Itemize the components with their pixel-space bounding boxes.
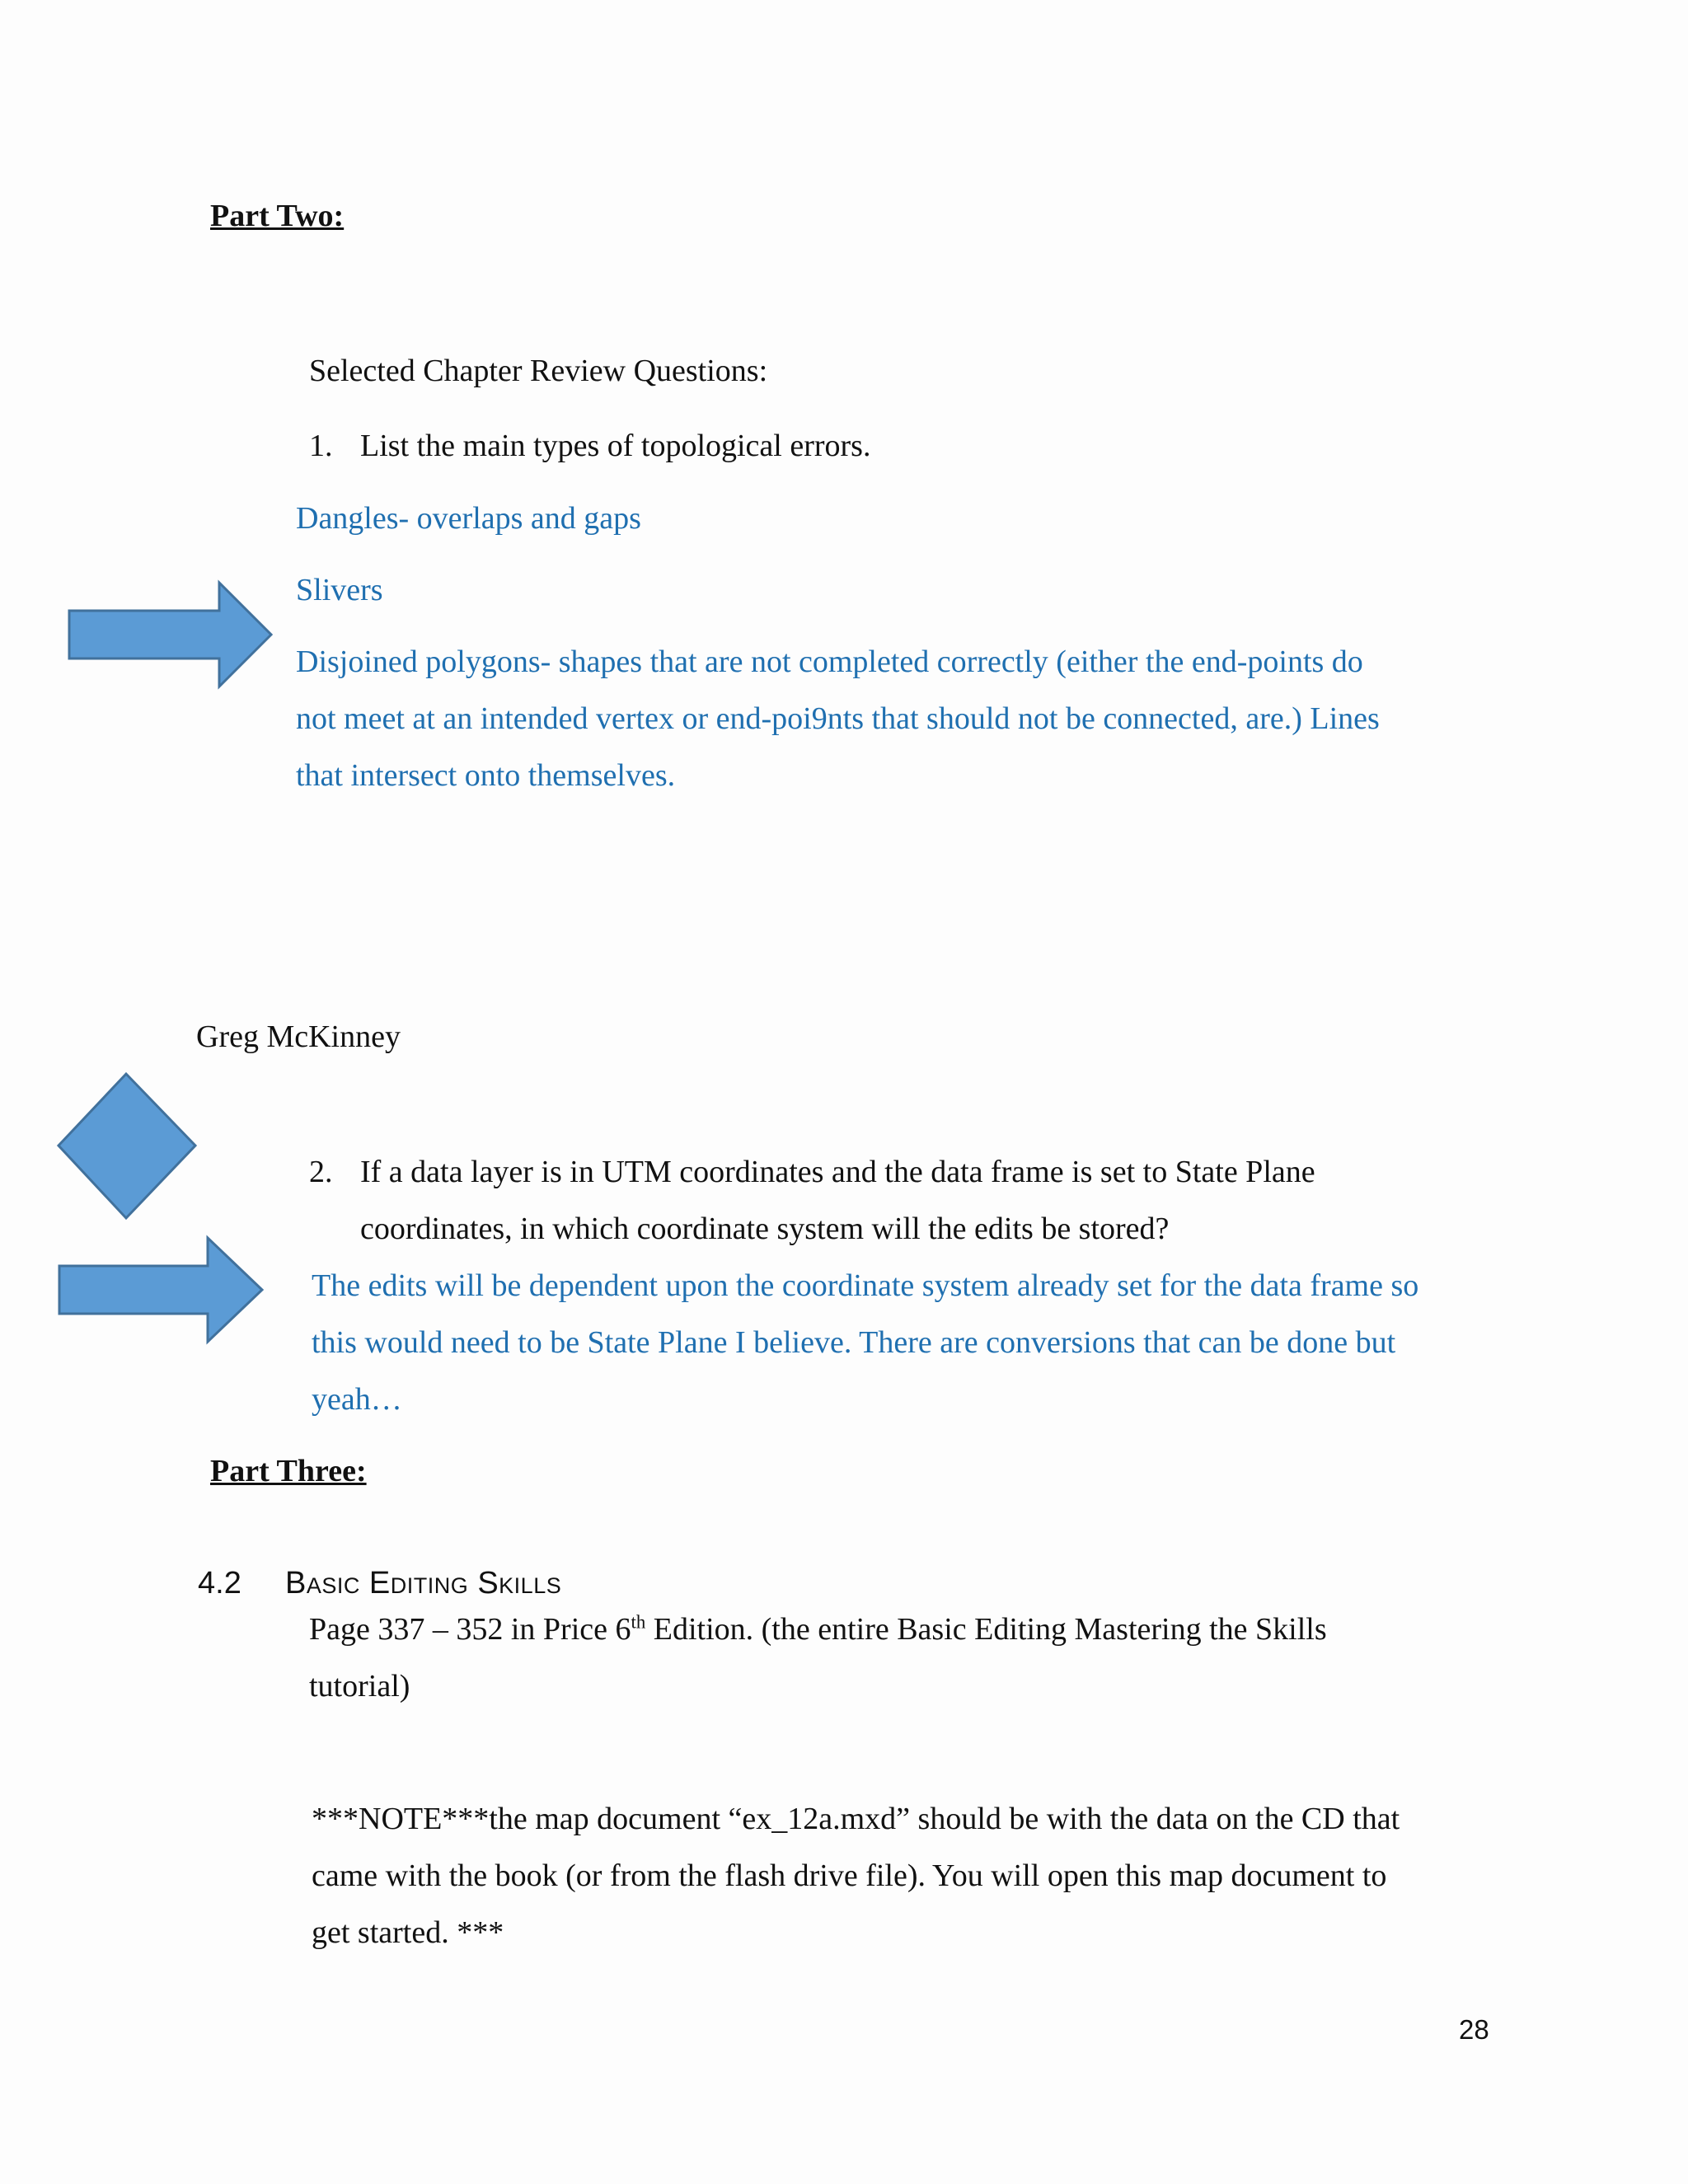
question-number: 2. [309, 1155, 333, 1189]
part-three-heading: Part Three: [210, 1454, 367, 1488]
note-line: came with the book (or from the flash drive file). You will open this map document to [312, 1858, 1387, 1893]
answer-2-line: The edits will be dependent upon the coordinate system already set for the data frame so [312, 1268, 1419, 1303]
page-reference-continued: tutorial) [309, 1669, 410, 1704]
part-two-heading: Part Two: [210, 199, 345, 233]
superscript: th [631, 1611, 646, 1633]
question-number: 1. [309, 429, 333, 463]
page-reference-text: Edition. (the entire Basic Editing Mastering the Skills [645, 1612, 1327, 1647]
question-text: If a data layer is in UTM coordinates and the data frame is set to State Plane [360, 1155, 1315, 1189]
answer-2-line: this would need to be State Plane I believe. There are conversions that can be done but [312, 1325, 1396, 1360]
page-reference [309, 1611, 1327, 1647]
answer-1-line: that intersect onto themselves. [296, 758, 676, 793]
page-reference-text: Page 337 – 352 in Price 6 [309, 1612, 631, 1647]
right-arrow-icon [68, 581, 273, 688]
answer-1-line: not meet at an intended vertex or end-poi9nts that should not be connected, are.) Lines [296, 701, 1380, 736]
question-1 [309, 428, 870, 464]
question-2-continued: coordinates, in which coordinate system will the edits be stored? [360, 1212, 1170, 1246]
answer-1-line: Disjoined polygons- shapes that are not completed correctly (either the end-points do [296, 644, 1363, 679]
answer-1-line: Slivers [296, 573, 383, 607]
author-name: Greg McKinney [196, 1019, 401, 1054]
right-arrow-icon [59, 1236, 265, 1343]
question-2 [309, 1154, 1315, 1190]
review-intro: Selected Chapter Review Questions: [309, 354, 768, 388]
answer-2-line: yeah… [312, 1382, 402, 1417]
note-line: get started. *** [312, 1915, 504, 1950]
section-number: 4.2 [198, 1566, 241, 1601]
diamond-shape-icon [57, 1072, 197, 1221]
section-title: Basic Editing Skills [285, 1566, 562, 1601]
question-text: List the main types of topological errors. [360, 429, 871, 463]
page-number: 28 [1459, 2014, 1489, 2045]
answer-1-line: Dangles- overlaps and gaps [296, 501, 641, 536]
note-line: ***NOTE***the map document “ex_12a.mxd” should be with the data on the CD that [312, 1802, 1400, 1836]
